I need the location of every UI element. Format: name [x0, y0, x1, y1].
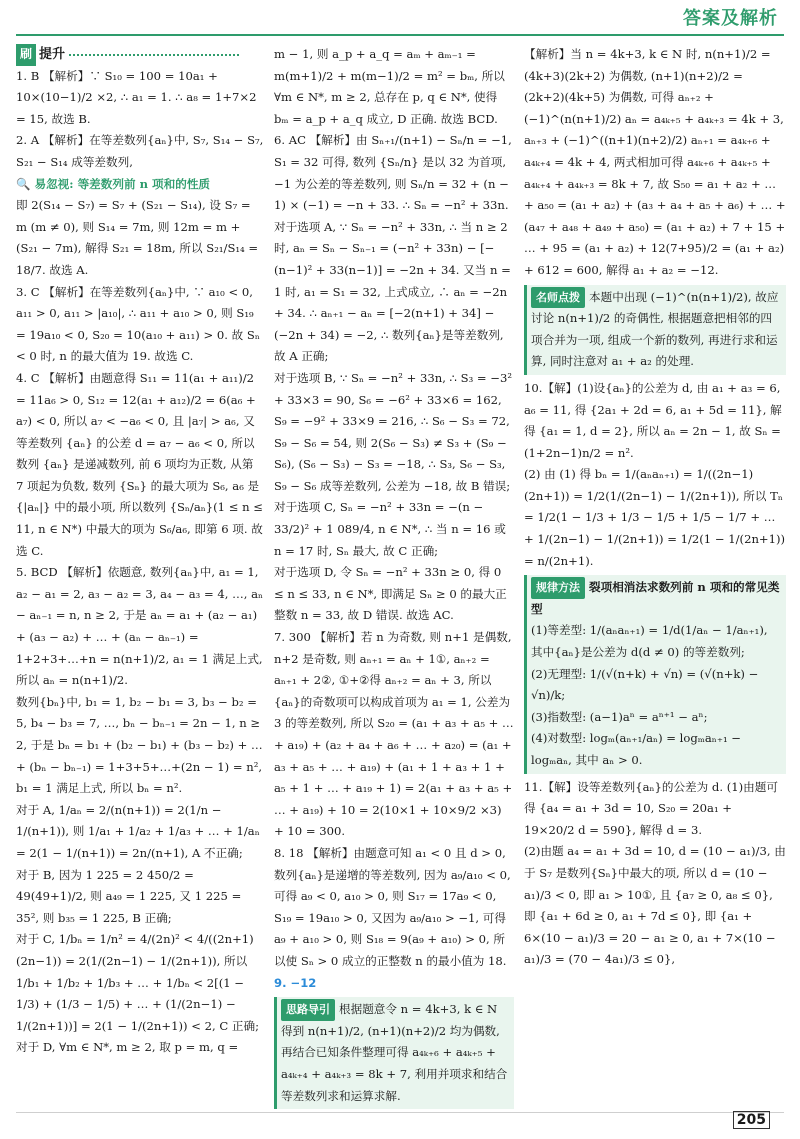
thinking-guide-label: 思路导引	[281, 999, 335, 1021]
answer-3: 3. C 【解析】在等差数列{aₙ}中, ∵ a₁₀ < 0, a₁₁ > 0, a₁₁ > |a₁₀|, ∴ a₁₁ + a₁₀ > 0, 则 S₁₉ = 19a₁₀ < 0, S₂₀ = 10(a₁₀ + a₁₁) > 0. 故 Sₙ < 0 时, n 的最大值为 19. 故选 C.	[16, 284, 260, 364]
method-item-1: (1)等差型: 1/(aₙaₙ₊₁) = 1/d(1/aₙ − 1/aₙ₊₁), 其中{aₙ}是公差为 d(d ≠ 0) 的等差数列;	[531, 623, 768, 660]
page-header-title: 答案及解析	[683, 8, 778, 29]
column-right	[524, 44, 786, 971]
header-bar	[0, 0, 800, 38]
teacher-tip-text: 本题中出现 (−1)^(n(n+1)/2), 故应讨论 n(n+1)/2 的奇偶性, 根据题意把相邻的四项合并为一项, 组成一个新的数列, 再进行求和运算, 同时注意对 a₁ + a₂ 的处理.	[531, 289, 779, 369]
answer-5-cont: m − 1, 则 a_p + a_q = aₘ + aₘ₋₁ = m(m+1)/2 + m(m−1)/2 = m² = bₘ, 所以 ∀m ∈ N*, m ≥ 2, 总存在 p, q ∈ N*, 使得 bₘ = a_p + a_q 成立, D 正确. 故选 BCD.	[274, 47, 505, 126]
answer-5-option-b: 对于 B, 因为 1 225 = 2 450/2 = 49(49+1)/2, 则 a₄₉ = 1 225, 又 1 225 = 35², 则 b₃₅ = 1 225, B 正确;	[16, 867, 242, 925]
answer-6-option-a: 对于选项 A, ∵ Sₙ = −n² + 33n, ∴ 当 n ≥ 2 时, aₙ = Sₙ − Sₙ₋₁ = (−n² + 33n) − [−(n−1)² + 33(n−1)] = −2n + 34. 又当 n = 1 时, a₁ = S₁ = 32, 上式成立, ∴ aₙ = −2n + 34. ∴ aₙ₊₁ − aₙ = [−2(n+1) + 34] − (−2n + 34) = −2, ∴ 数列{aₙ}是等差数列, 故 A 正确;	[274, 219, 511, 364]
answer-7: 7. 300 【解析】若 n 为奇数, 则 n+1 是偶数, n+2 是奇数, 则 aₙ₊₁ = aₙ + 1①, aₙ₊₂ = aₙ₊₁ + 2②, ①+②得 aₙ₊₂ = aₙ + 3, 所以{aₙ}的奇数项可以构成首项为 a₁ = 1, 公差为 3 的等差数列, 所以 S₂₀ = (a₁ + a₃ + a₅ + … + a₁₉) + (a₂ + a₄ + a₆ + … + a₂₀) = (a₁ + a₃ + a₅ + … + a₁₉) + (a₁ + 1 + a₃ + 1 + a₅ + 1 + … + a₁₉ + 1) = 2(a₁ + a₃ + a₅ + … + a₁₉) + 10 = 2(10×1 + 10×9/2 ×3) + 10 = 300.	[274, 630, 514, 839]
column-left	[16, 44, 264, 1059]
header-rule	[16, 34, 784, 36]
answer-5-part1: 5. BCD 【解析】依题意, 数列{aₙ}中, a₁ = 1, a₂ − a₁ = 2, a₃ − a₂ = 3, a₄ − a₃ = 4, …, aₙ − aₙ₋₁ = n, n ≥ 2, 于是 aₙ = a₁ + (a₂ − a₁) + (a₃ − a₂) + … + (aₙ − aₙ₋₁) = 1+2+3+…+n = n(n+1)/2, a₁ = 1 满足上式, 所以 aₙ = n(n+1)/2.	[16, 565, 264, 688]
section-title: 提升	[39, 47, 66, 62]
column-middle	[274, 44, 514, 1112]
answer-6-option-d: 对于选项 D, 令 Sₙ = −n² + 33n ≥ 0, 得 0 ≤ n ≤ 33, n ∈ N*, 即满足 Sₙ ≥ 0 的最大正整数 n = 33, 故 D 错误. 故选 AC.	[274, 565, 507, 623]
answer-5-option-d: 对于 D, ∀m ∈ N*, m ≥ 2, 取 p = m, q =	[16, 1040, 239, 1055]
answer-2-part2: 即 2(S₁₄ − S₇) = S₇ + (S₂₁ − S₁₄), 设 S₇ = m (m ≠ 0), 则 S₁₄ = 7m, 则 12m = m + (S₂₁ − 7m), 解得 S₂₁ = 18m, 所以 S₂₁/S₁₄ = 18/7. 故选 A.	[16, 198, 259, 277]
answer-2-part1: 2. A 【解析】在等差数列{aₙ}中, S₇, S₁₄ − S₇, S₂₁ − S₁₄ 成等差数列,	[16, 133, 264, 169]
section-heading	[16, 44, 264, 66]
method-item-3: (3)指数型: (a−1)aⁿ = aⁿ⁺¹ − aⁿ;	[531, 709, 708, 724]
thinking-guide-text: 根据题意令 n = 4k+3, k ∈ N 得到 n(n+1)/2, (n+1)(n+2)/2 均为偶数, 再结合已知条件整理可得 a₄ₖ₊₆ + a₄ₖ₊₅ + a₄ₖ₊₄ + a₄ₖ₊₃ = 8k + 7, 利用并项求和结合等差数列求和运算求解.	[281, 1002, 508, 1103]
answer-9-solution: 【解析】当 n = 4k+3, k ∈ N 时, n(n+1)/2 = (4k+3)(2k+2) 为偶数, (n+1)(n+2)/2 = (2k+2)(4k+5) 为偶数, 可得 aₙ₊₂ + (−1)^(n(n+1)/2) aₙ = a₄ₖ₊₅ + a₄ₖ₊₃ = 4k + 3, aₙ₊₃ + (−1)^((n+1)(n+2)/2) aₙ₊₁ = a₄ₖ₊₆ + a₄ₖ₊₄ = 4k + 4, 两式相加可得 a₄ₖ₊₆ + a₄ₖ₊₅ + a₄ₖ₊₄ + a₄ₖ₊₃ = 8k + 7, 故 S₅₀ = a₁ + a₂ + … + a₅₀ = (a₁ + a₂) + (a₃ + a₄ + a₅ + a₆) + … + (a₄₇ + a₄₈ + a₄₉ + a₅₀) = (a₁ + a₂) + 7 + 15 + … + 95 = (a₁ + a₂) + 12(7+95)/2 = (a₁ + a₂) + 612 = 600, 解得 a₁ + a₂ = −12.	[524, 47, 786, 277]
answer-10-part1: 10.【解】(1)设{aₙ}的公差为 d, 由 a₁ + a₃ = 6, a₆ = 11, 得 {2a₁ + 2d = 6, a₁ + 5d = 11}, 解得 {a₁ = 1, d = 2}, 所以 aₙ = 2n − 1, 故 Sₙ = (1+2n−1)n/2 = n².	[524, 380, 782, 460]
answer-11-part2: (2)由题 a₄ = a₁ + 3d = 10, d = (10 − a₁)/3, 由于 S₇ 是数列{Sₙ}中最大的项, 所以 d = (10 − a₁)/3 < 0, 即 a₁ > 10①, 且 {a₇ ≥ 0, a₈ ≤ 0}, 即 {a₁ + 6d ≥ 0, a₁ + 7d ≤ 0}, 即 {a₁ + 6×(10 − a₁)/3 = 20 − a₁ ≥ 0, a₁ + 7×(10 − a₁)/3 = (70 − 4a₁)/3 ≤ 0},	[524, 844, 786, 967]
answer-5-part2: 数列{bₙ}中, b₁ = 1, b₂ − b₁ = 3, b₃ − b₂ = 5, b₄ − b₃ = 7, …, bₙ − bₙ₋₁ = 2n − 1, n ≥ 2, 于是 bₙ = b₁ + (b₂ − b₁) + (b₃ − b₂) + … + (bₙ − bₙ₋₁) = 1+3+5+…+(2n − 1) = n², b₁ = 1 满足上式, 所以 bₙ = n².	[16, 694, 263, 796]
section-tag: 刷	[16, 44, 36, 66]
answer-6: 6. AC 【解析】由 Sₙ₊₁/(n+1) − Sₙ/n = −1, S₁ = 32 可得, 数列 {Sₙ/n} 是以 32 为首项, −1 为公差的等差数列, 则 Sₙ/n = 32 + (n − 1) × (−1) = −n + 33. ∴ Sₙ = −n² + 33n.	[274, 133, 512, 213]
page-number: 205	[733, 1111, 770, 1129]
method-item-2: (2)无理型: 1/(√(n+k) + √n) = (√(n+k) − √n)/k;	[531, 666, 759, 703]
footer-line	[16, 1112, 784, 1113]
method-box	[524, 575, 786, 773]
section-dots	[69, 54, 239, 56]
method-item-4: (4)对数型: logₘ(aₙ₊₁/aₙ) = logₘaₙ₊₁ − logₘaₙ, 其中 aₙ > 0.	[531, 731, 741, 767]
answer-1: 1. B 【解析】∵ S₁₀ = 100 = 10a₁ + 10×(10−1)/2 ×2, ∴ a₁ = 1. ∴ a₈ = 1+7×2 = 15, 故选 B.	[16, 68, 257, 126]
method-label: 规律方法	[531, 577, 585, 599]
answer-5-option-c: 对于 C, 1/bₙ = 1/n² = 4/(2n)² < 4/((2n+1)(2n−1)) = 2(1/(2n−1) − 1/(2n+1)), 所以 1/b₁ + 1/b₂ + 1/b₃ + … + 1/bₙ < 2[(1 − 1/3) + (1/3 − 1/5) + … + (1/(2n−1) − 1/(2n+1))] = 2(1 − 1/(2n+1)) < 2, C 正确;	[16, 932, 260, 1033]
answer-9-label: 9. −12	[274, 975, 317, 990]
teacher-tip-box	[524, 285, 786, 375]
teacher-tip-label: 名师点拨	[531, 287, 585, 309]
answer-8: 8. 18 【解析】由题意可知 a₁ < 0 且 d > 0, 数列{aₙ}是递增的等差数列, 因为 a₉/a₁₀ < 0, 可得 a₉ < 0, a₁₀ > 0, 则 S₁₇ = 17a₉ < 0, S₁₉ = 19a₁₀ > 0, 又因为 a₉/a₁₀ > −1, 可得 a₉ + a₁₀ > 0, 则 S₁₈ = 9(a₉ + a₁₀) > 0, 所以使 Sₙ > 0 成立的正整数 n 的最小值为 18.	[274, 845, 511, 968]
method-title: 裂项相消法求数列前 n 项和的常见类型	[531, 580, 780, 616]
thinking-guide-box	[274, 997, 514, 1109]
answer-10-part2: (2) 由 (1) 得 bₙ = 1/(aₙaₙ₊₁) = 1/((2n−1)(2n+1)) = 1/2(1/(2n−1) − 1/(2n+1)), 所以 Tₙ = 1/2(1 − 1/3 + 1/3 − 1/5 + 1/5 − 1/7 + … + 1/(2n−1) − 1/(2n+1)) = 1/2(1 − 1/(2n+1)) = n/(2n+1).	[524, 467, 786, 568]
hint-easy-mistake: 🔍 易忽视: 等差数列前 n 项和的性质	[16, 176, 211, 191]
answer-6-option-b: 对于选项 B, ∵ Sₙ = −n² + 33n, ∴ S₃ = −3² + 33×3 = 90, S₆ = −6² + 33×6 = 162, S₉ = −9² + 33×9 = 216, ∴ S₆ − S₃ = 72, S₉ − S₆ = 54, 则 2(S₆ − S₃) ≠ S₃ + (S₉ − S₆), (S₆ − S₃) − S₃ = −18, ∴ S₃, S₆ − S₃, S₉ − S₆ 成等差数列, 公差为 −18, 故 B 错误;	[274, 370, 513, 493]
answer-4: 4. C 【解析】由题意得 S₁₁ = 11(a₁ + a₁₁)/2 = 11a₆ > 0, S₁₂ = 12(a₁ + a₁₂)/2 = 6(a₆ + a₇) < 0, 所以 a₇ < −a₆ < 0, 且 |a₇| > a₆, 又等差数列 {aₙ} 的公差 d = a₇ − a₆ < 0, 所以数列 {aₙ} 是递减数列, 前 6 项均为正数, 从第 7 项起为负数, 数列 {Sₙ} 的最大项为 S₆, a₆ 是 {|aₙ|} 中的最小项, 所以数列 {Sₙ/aₙ}(1 ≤ n ≤ 11, n ∈ N*) 中最大的项为 S₆/a₆, 即第 6 项. 故选 C.	[16, 370, 263, 558]
answer-11-part1: 11.【解】设等差数列{aₙ}的公差为 d. (1)由题可得 {a₄ = a₁ + 3d = 10, S₂₀ = 20a₁ + 19×20/2 d = 590}, 解得 d = 3.	[524, 779, 778, 837]
answer-6-option-c: 对于选项 C, Sₙ = −n² + 33n = −(n − 33/2)² + 1 089/4, n ∈ N*, ∴ 当 n = 16 或 n = 17 时, Sₙ 最大, 故 C 正确;	[274, 500, 506, 558]
answer-5-option-a: 对于 A, 1/aₙ = 2/(n(n+1)) = 2(1/n − 1/(n+1)), 则 1/a₁ + 1/a₂ + 1/a₃ + … + 1/aₙ = 2(1 − 1/(n+1)) = 2n/(n+1), A 不正确;	[16, 802, 260, 860]
